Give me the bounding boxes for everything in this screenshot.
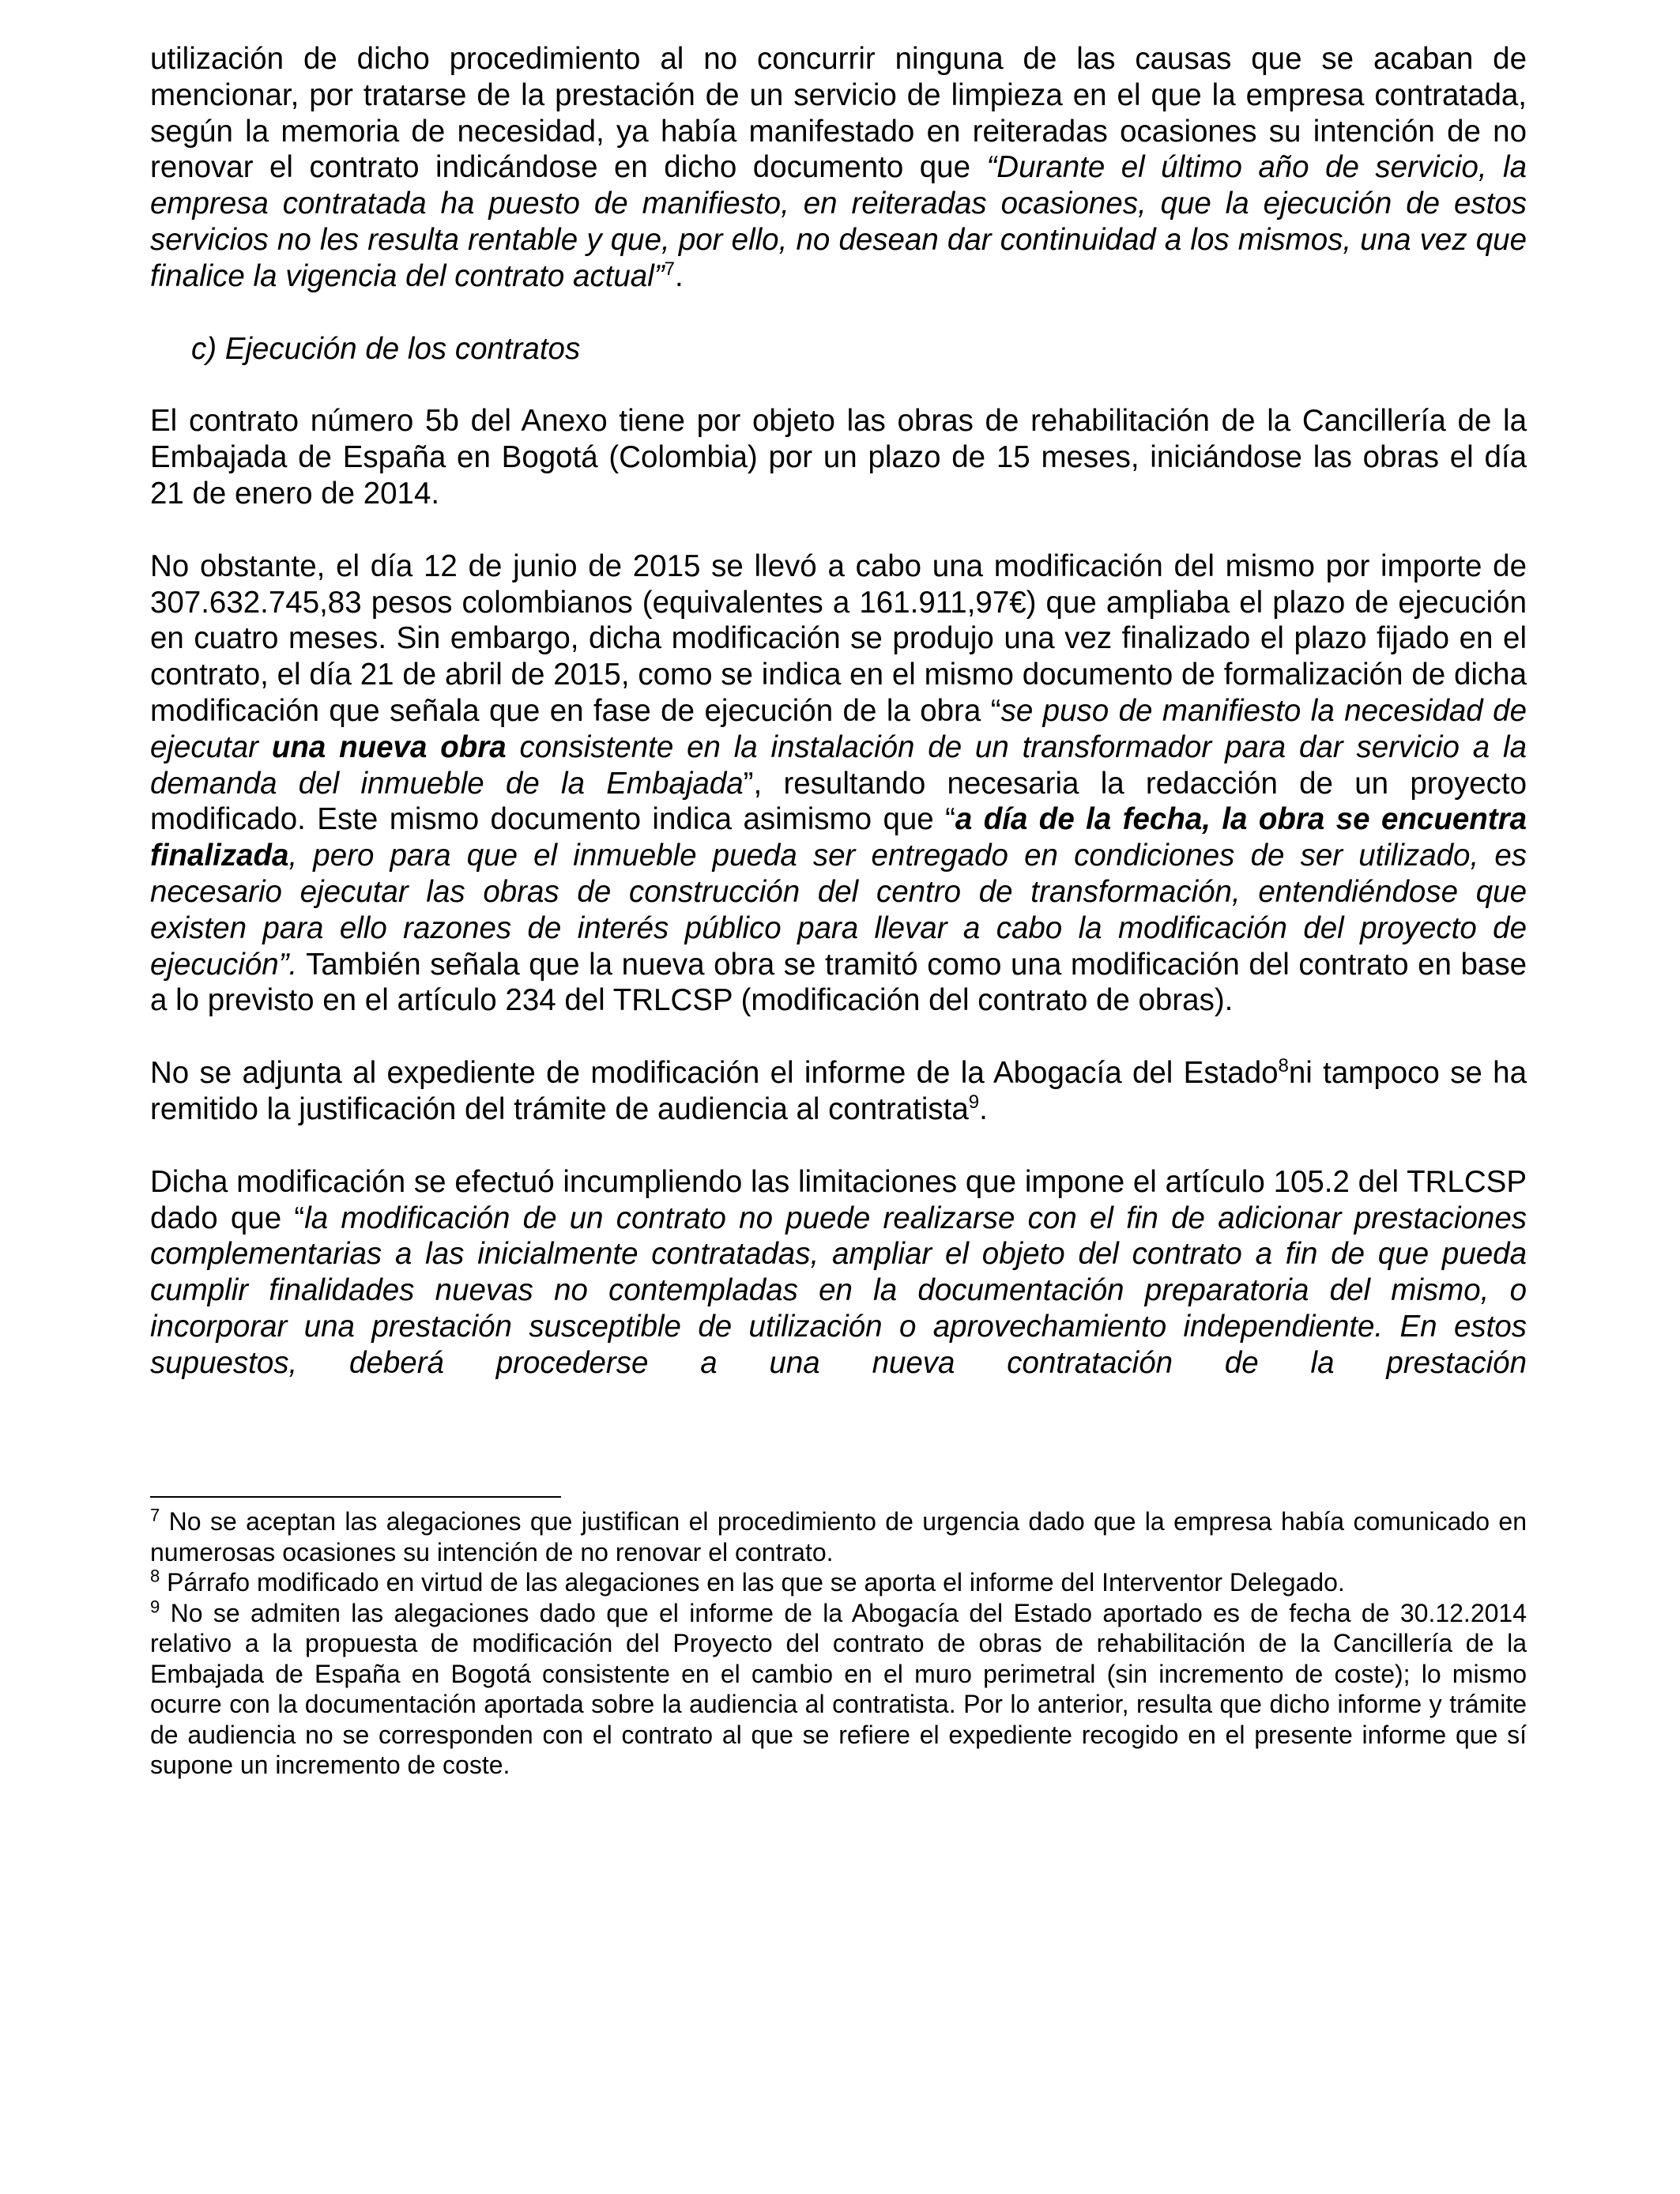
footnote-number: 7 [150,1505,160,1525]
quote-text: consistente en la instalación de un transformador para dar servicio a la demanda del inmueble de la Embajada [150,729,1527,801]
footnote-ref-8: 8 [1278,1055,1289,1077]
paragraph-modificacion [150,548,1527,1019]
section-heading-text: c) Ejecución de los contratos [191,331,581,366]
footnote-9 [150,1598,1527,1781]
quote-bold: a día de la fecha, la obra se encuentra finalizada [150,802,1527,873]
quote-text: , pero para que el inmueble pueda ser entregado en condiciones de ser utilizado, es necesario ejecutar las obras de construcción del centro de transformación, entendiéndose que existen para ello razones de interés público para llevar a cabo la modificación del proyecto de ejecución”. [150,839,1527,982]
quote-memoria: “Durante el último año de servicio, la empresa contratada ha puesto de manifiesto, en reiteradas ocasiones, que la ejecución de estos servicios no les resulta rentable y que, por ello, no desean dar continuidad a los mismos, una vez que finalice la vigencia del contrato actual” [150,150,1527,293]
paragraph-text: No se adjunta al expediente de modificación el informe de la Abogacía del Estado [150,1056,1279,1091]
footnote-number: 9 [150,1596,160,1616]
footnote-7 [150,1506,1527,1567]
footnote-ref-9: 9 [968,1091,980,1114]
footnote-8 [150,1567,1527,1598]
paragraph-abogacia [150,1055,1527,1128]
paragraph-text: ”, resultando necesaria la redacción de un proyecto modificado. Este mismo documento indica asimismo que “ [150,766,1527,837]
paragraph-text: No obstante, el día 12 de junio de 2015 se llevó a cabo una modificación del mismo por importe de 307.632.745,83 pesos colombianos (equivalentes a 161.911,97€) que ampliaba el plazo de ejecución en cuatro meses. Sin embargo, dicha modificación se produjo una vez finalizado el plazo fijado en el contrato, el día 21 de abril de 2015, como se indica en el mismo documento de formalización de dicha modificación que señala que en fase de ejecución de la obra “ [150,548,1527,728]
footnote-text: No se aceptan las alegaciones que justifican el procedimiento de urgencia dado que la empresa había comunicado en numerosas ocasiones su intención de no renovar el contrato. [150,1507,1527,1566]
paragraph-text: ni tampoco se ha remitido la justificación del trámite de audiencia al contratista [150,1056,1527,1126]
footnotes [150,1506,1527,1781]
footnote-text: No se admiten las alegaciones dado que el informe de la Abogacía del Estado aportado es de fecha de 30.12.2014 relativo a la propuesta de modificación del Proyecto del contrato de obras de rehabilitación de la Cancillería de la Embajada de España en Bogotá consistente en el cambio en el muro perimetral (sin incremento de coste); lo mismo ocurre con la documentación aportada sobre la audiencia al contratista. Por lo anterior, resulta que dicho informe y trámite de audiencia no se corresponden con el contrato al que se refiere el expediente recogido en el presente informe que sí supone un incremento de coste. [150,1598,1527,1779]
paragraph-end: . [979,1091,988,1126]
paragraph-procedimiento [150,41,1527,295]
section-heading-c [150,331,1527,368]
paragraph-end: . [674,258,684,293]
footnote-number: 8 [150,1566,160,1586]
footnote-text: Párrafo modificado en virtud de las alegaciones en las que se aporta el informe del Interventor Delegado. [160,1568,1345,1596]
quote-bold: una nueva obra [271,729,507,764]
paragraph-text: También señala que la nueva obra se tramitó como una modificación del contrato en base a lo previsto en el artículo 234 del TRLCSP (modificación del contrato de obras). [150,947,1527,1018]
paragraph-articulo-105 [150,1164,1527,1382]
quote-text: se puso de manifiesto la necesidad de ejecutar [150,693,1527,764]
paragraph-text: Dicha modificación se efectuó incumpliendo las limitaciones que impone el artículo 105.2 del TRLCSP dado que “ [150,1164,1527,1235]
paragraph-text: utilización de dicho procedimiento al no concurrir ninguna de las causas que se acaban de mencionar, por tratarse de la prestación de un servicio de limpieza en el que la empresa contratada, según la memoria de necesidad, ya había manifestado en reiteradas ocasiones su intención de no renovar el contrato indicándose en dicho documento que [150,42,1527,185]
paragraph-contrato-5b: El contrato número 5b del Anexo tiene por objeto las obras de rehabilitación de la Cancillería de la Embajada de España en Bogotá (Colombia) por un plazo de 15 meses, iniciándose las obras el día 21 de enero de 2014. [150,404,1527,511]
quote-trlcsp: la modificación de un contrato no puede realizarse con el fin de adicionar prestaciones complementarias a las inicialmente contratadas, ampliar el objeto del contrato a fin de que pueda cumplir finalidades nuevas no contempladas en la documentación preparatoria del mismo, o incorporar una prestación susceptible de utilización o aprovechamiento independiente. En estos supuestos, deberá procederse a una nueva contratación de la prestación [150,1201,1527,1380]
document-body [150,41,1527,1382]
footnote-ref-7: 7 [664,258,675,280]
footnote-separator [150,1496,561,1498]
